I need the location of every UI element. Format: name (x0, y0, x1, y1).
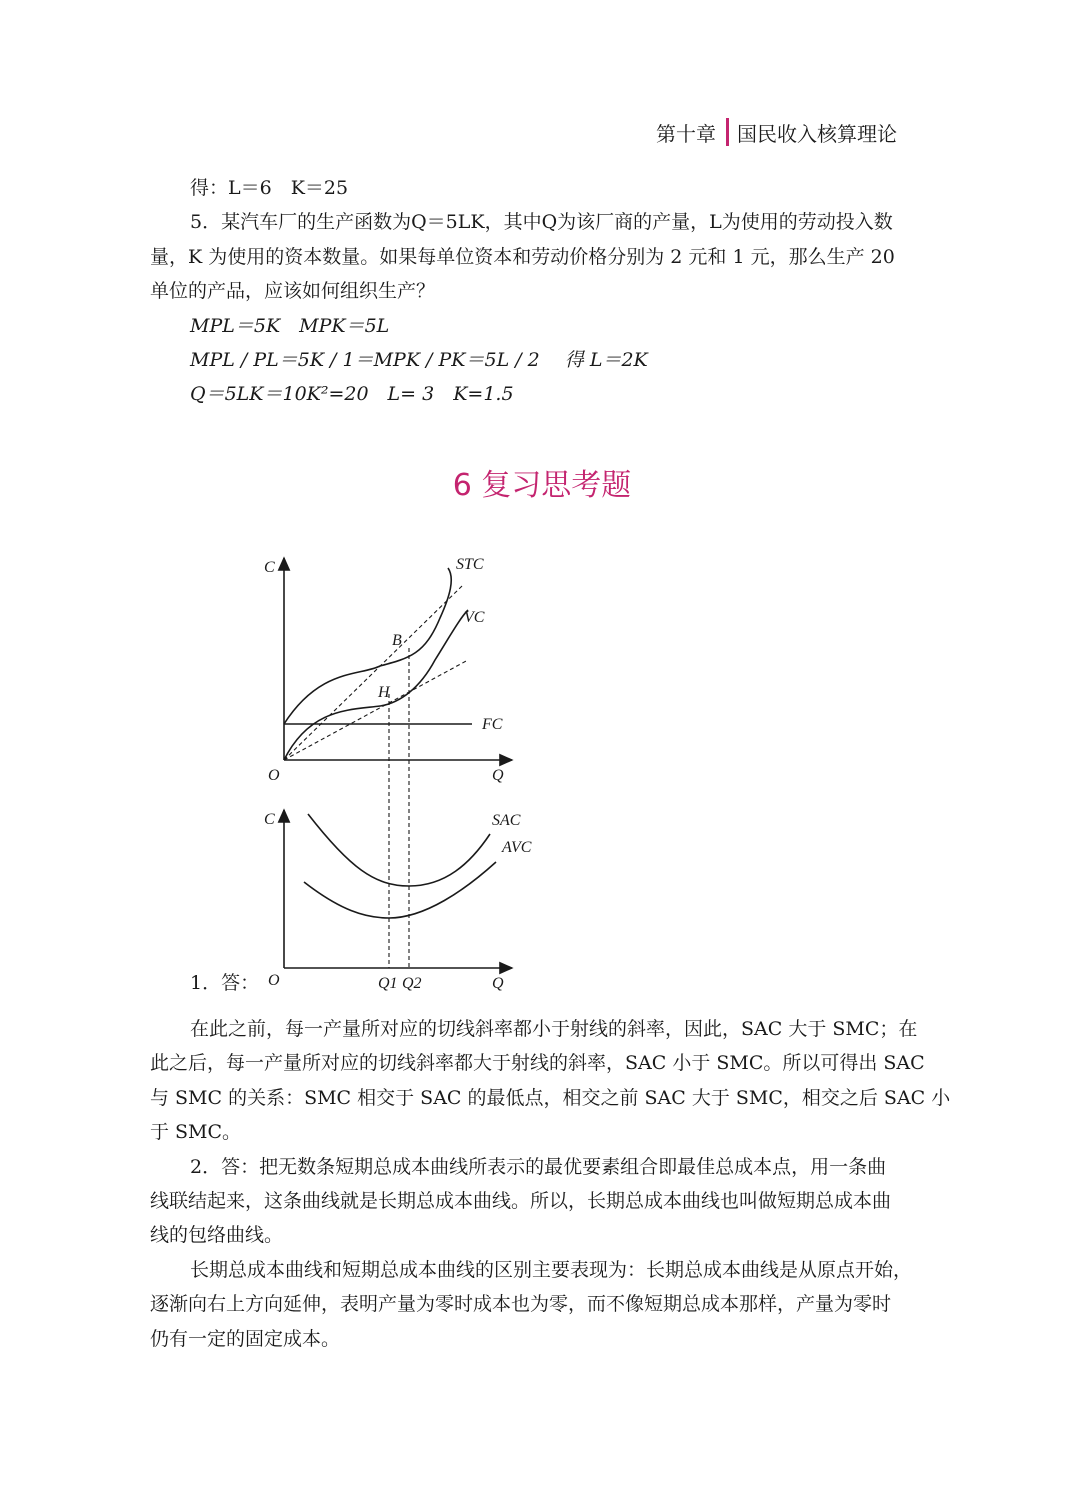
para-line: 长期总成本曲线和短期总成本曲线的区别主要表现为：长期总成本曲线是从原点开始， (190, 1259, 913, 1281)
sac-curve (308, 814, 490, 886)
sac-label: SAC (492, 812, 521, 829)
text-line: 5．某汽车厂的生产函数为Q＝5LK，其中Q为该厂商的产量，L为使用的劳动投入数 (190, 211, 893, 233)
answer-1-label: 1．答： (190, 972, 260, 994)
text-line: 得：L＝6 K＝25 (190, 177, 349, 199)
bottom-x-label: Q (492, 975, 504, 992)
para-line: 仍有一定的固定成本。 (150, 1328, 341, 1350)
formula-line: MPL＝5K MPK＝5L (190, 315, 390, 337)
para-line: 线的包络曲线。 (150, 1224, 284, 1246)
bottom-origin: O (268, 972, 280, 989)
vc-curve (284, 610, 468, 760)
running-header (656, 116, 897, 148)
para-line: 线联结起来，这条曲线就是长期总成本曲线。所以，长期总成本曲线也叫做短期总成本曲 (150, 1190, 892, 1212)
header-divider (726, 118, 729, 146)
vc-label: VC (464, 609, 485, 626)
text-line: 量，K 为使用的资本数量。如果每单位资本和劳动价格分别为 2 元和 1 元，那么生产 20 (150, 246, 895, 268)
formula-line: MPL / PL＝5K / 1＝MPK / PK＝5L / 2 得 L＝2K (190, 349, 648, 371)
avc-curve (304, 862, 496, 918)
text-line: 单位的产品，应该如何组织生产？ (150, 280, 436, 302)
q1-label: Q1 (378, 975, 398, 992)
ray-to-b (284, 586, 462, 760)
q2-label: Q2 (402, 975, 422, 992)
para-line: 在此之前，每一产量所对应的切线斜率都小于射线的斜率，因此，SAC 大于 SMC；在 (190, 1018, 918, 1040)
bottom-y-label: C (264, 811, 275, 828)
ray-to-h (284, 660, 468, 760)
cost-curves-figure (250, 548, 550, 998)
stc-curve (284, 568, 451, 724)
chapter-title: 国民收入核算理论 (737, 121, 897, 146)
point-h-label: H (378, 684, 390, 701)
section-title: 6 复习思考题 (452, 468, 632, 503)
chapter-label: 第十章 (656, 121, 716, 146)
stc-label: STC (456, 556, 484, 573)
para-line: 于 SMC。 (150, 1121, 242, 1143)
top-origin: O (268, 767, 280, 784)
avc-label: AVC (502, 839, 532, 856)
fc-label: FC (482, 716, 503, 733)
point-b-label: B (392, 632, 402, 649)
formula-line: Q＝5LK＝10K²=20 L= 3 K=1.5 (190, 383, 514, 405)
top-x-label: Q (492, 767, 504, 784)
para-line: 此之后，每一产量所对应的切线斜率都大于射线的斜率，SAC 小于 SMC。所以可得出 SAC (150, 1052, 925, 1074)
para-line: 与 SMC 的关系：SMC 相交于 SAC 的最低点，相交之前 SAC 大于 SMC，相交之后 SAC 小 (150, 1087, 951, 1109)
para-line: 2．答：把无数条短期总成本曲线所表示的最优要素组合即最佳总成本点，用一条曲 (190, 1156, 887, 1178)
top-y-label: C (264, 559, 275, 576)
para-line: 逐渐向右上方向延伸，表明产量为零时成本也为零，而不像短期总成本那样，产量为零时 (150, 1293, 892, 1315)
